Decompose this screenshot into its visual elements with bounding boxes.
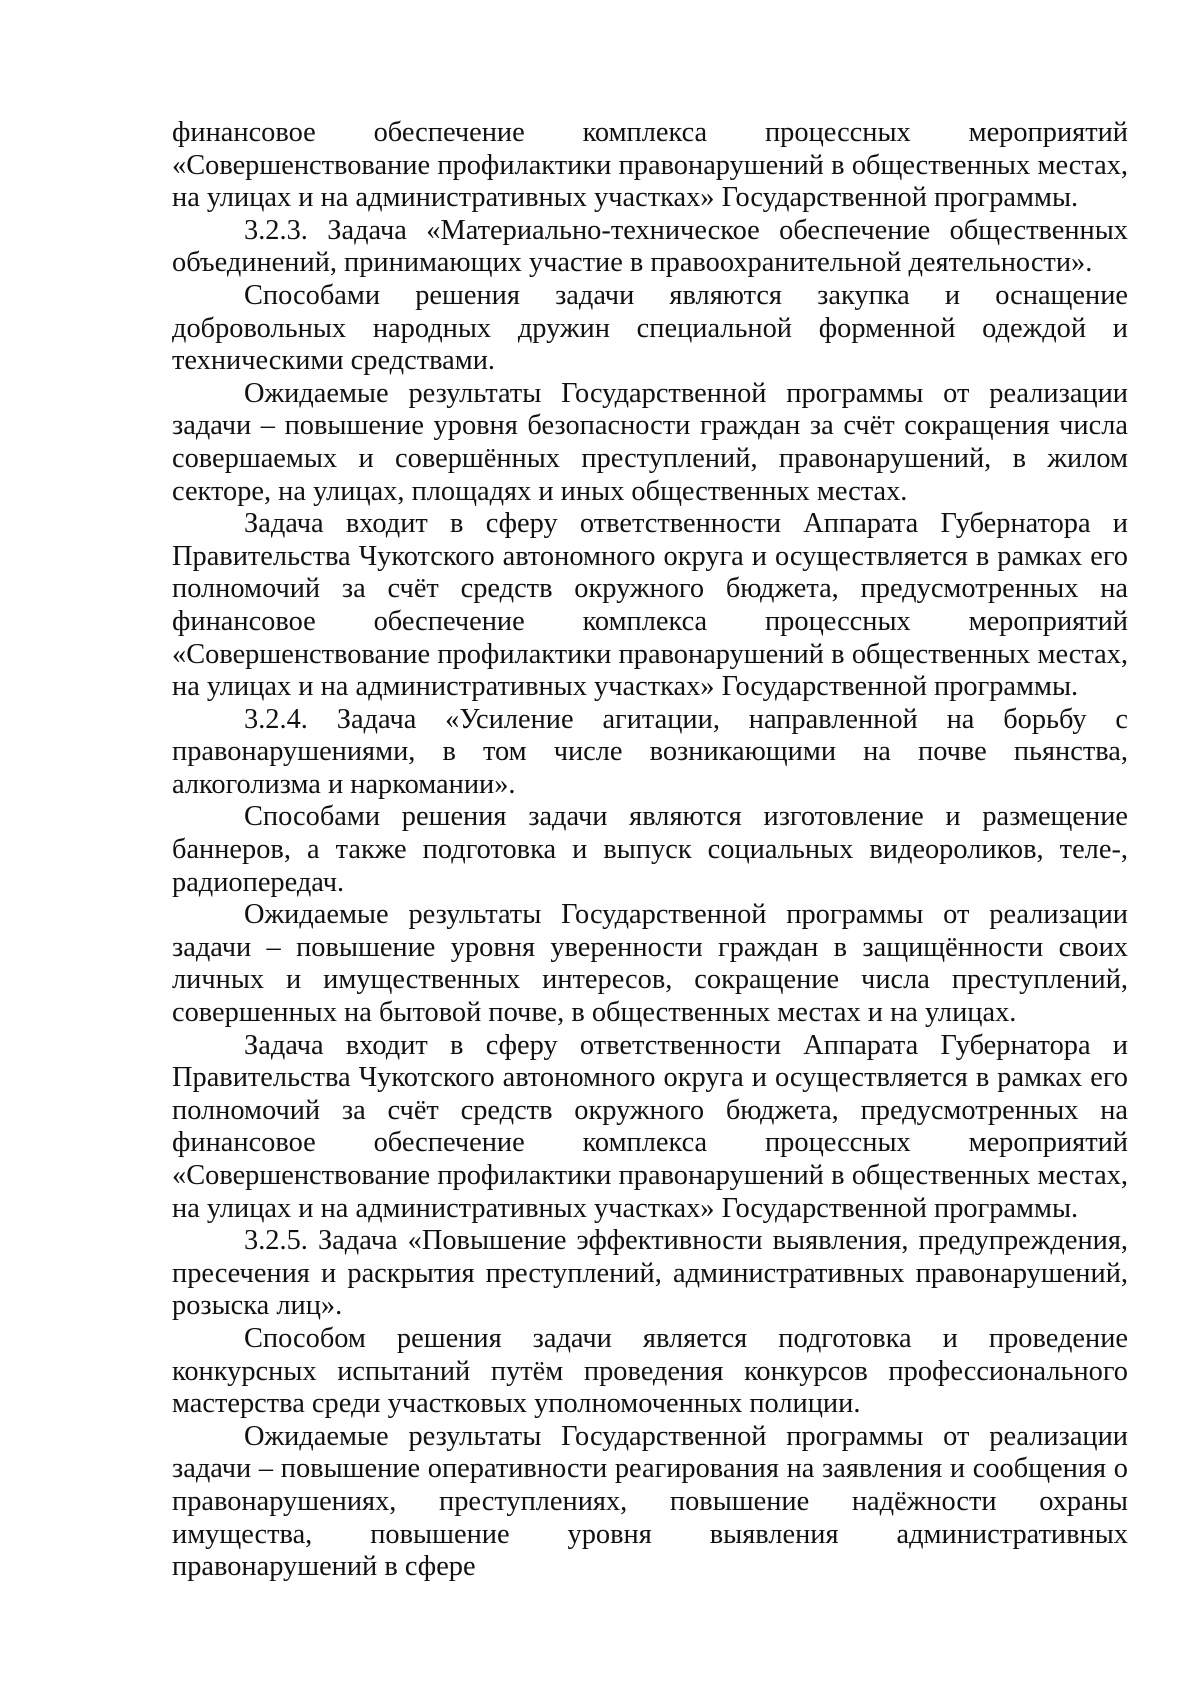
task-3-2-3-responsibility: Задача входит в сферу ответственности Аппарата Губернатора и Правительства Чукотского автономного округа и осуществляется в рамках его полномочий за счёт средств окружного бюджета, предусмотренных на финансовое обеспечение комплекса процессных мероприятий «Совершенствование профилактики правонарушений в общественных местах, на улицах и на административных участках» Государственной программы.	[172, 508, 1128, 703]
paragraph-continuation: финансовое обеспечение комплекса процессных мероприятий «Совершенствование профилактики правонарушений в общественных местах, на улицах и на административных участках» Государственной программы.	[172, 117, 1128, 214]
task-3-2-3-heading: 3.2.3. Задача «Материально-техническое обеспечение общественных объединений, принимающих участие в правоохранительной деятельности».	[172, 214, 1128, 279]
task-3-2-4-heading: 3.2.4. Задача «Усиление агитации, направленной на борьбу с правонарушениями, в том числе возникающими на почве пьянства, алкоголизма и наркомании».	[172, 703, 1128, 800]
task-3-2-5-methods: Способом решения задачи является подготовка и проведение конкурсных испытаний путём проведения конкурсов профессионального мастерства среди участковых уполномоченных полиции.	[172, 1322, 1128, 1420]
task-3-2-4-results: Ожидаемые результаты Государственной программы от реализации задачи – повышение уровня уверенности граждан в защищённости своих личных и имущественных интересов, сокращение числа преступлений, совершенных на бытовой почве, в общественных местах и на улицах.	[172, 899, 1128, 1029]
task-3-2-4-methods: Способами решения задачи являются изготовление и размещение баннеров, а также подготовка и выпуск социальных видеороликов, теле-, радиопередач.	[172, 801, 1128, 898]
task-3-2-5-heading: 3.2.5. Задача «Повышение эффективности выявления, предупреждения, пресечения и раскрытия преступлений, административных правонарушений, розыска лиц».	[172, 1225, 1128, 1322]
task-3-2-4-responsibility: Задача входит в сферу ответственности Аппарата Губернатора и Правительства Чукотского автономного округа и осуществляется в рамках его полномочий за счёт средств окружного бюджета, предусмотренных на финансовое обеспечение комплекса процессных мероприятий «Совершенствование профилактики правонарушений в общественных местах, на улицах и на административных участках» Государственной программы.	[172, 1029, 1128, 1224]
task-3-2-5-results: Ожидаемые результаты Государственной программы от реализации задачи – повышение оперативности реагирования на заявления и сообщения о правонарушениях, преступлениях, повышение надёжности охраны имущества, повышение уровня выявления административных правонарушений в сфере	[172, 1420, 1128, 1583]
document-body	[172, 117, 1128, 1584]
task-3-2-3-results: Ожидаемые результаты Государственной программы от реализации задачи – повышение уровня безопасности граждан за счёт сокращения числа совершаемых и совершённых преступлений, правонарушений, в жилом секторе, на улицах, площадях и иных общественных местах.	[172, 377, 1128, 507]
task-3-2-3-methods: Способами решения задачи являются закупка и оснащение добровольных народных дружин специальной форменной одеждой и техническими средствами.	[172, 279, 1128, 377]
